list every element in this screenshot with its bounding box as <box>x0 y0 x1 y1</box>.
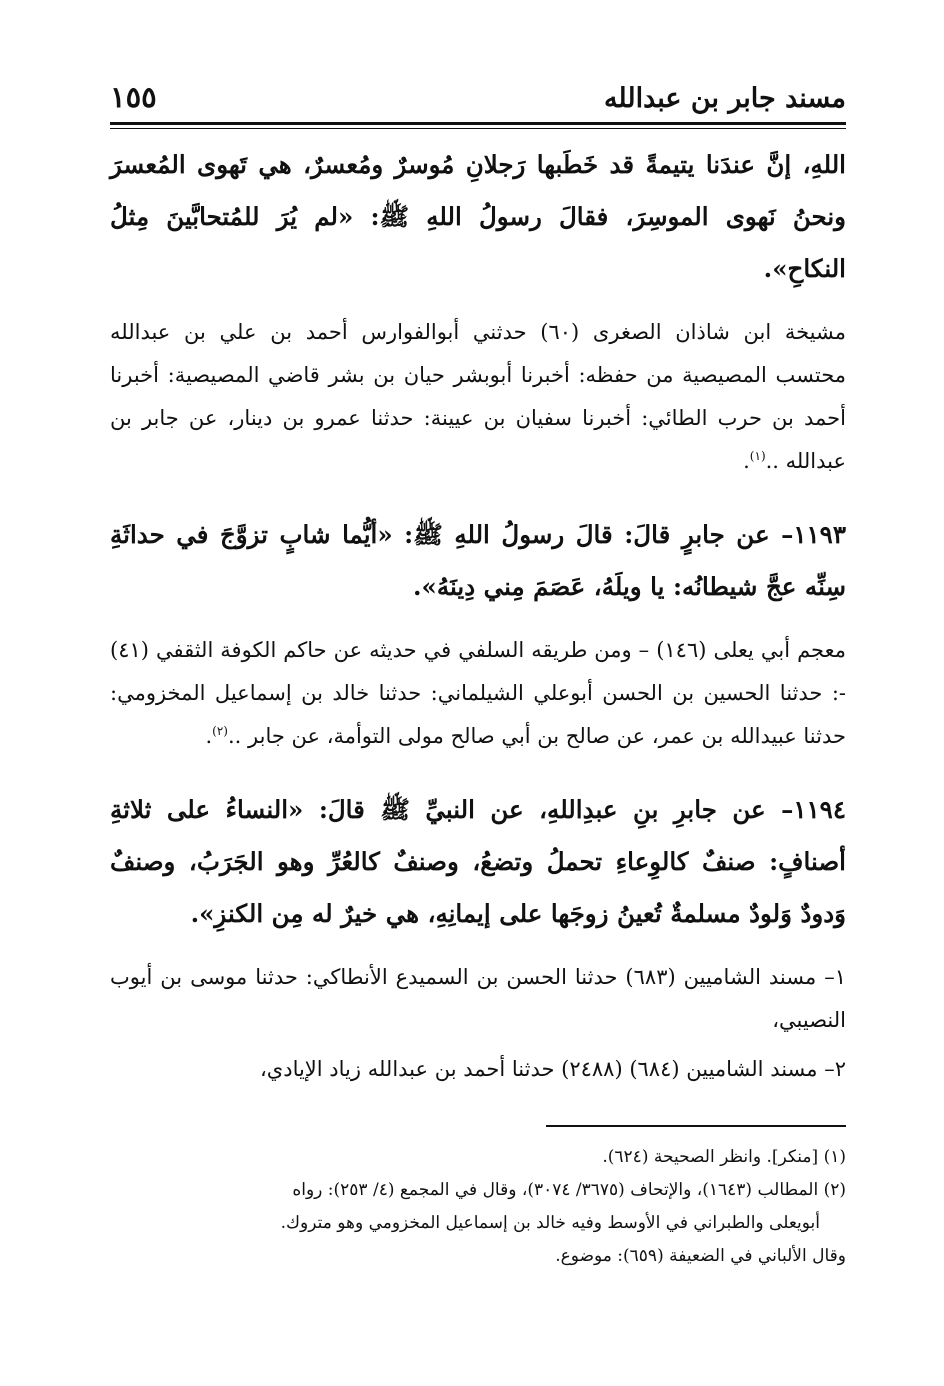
footnote-separator <box>546 1125 846 1127</box>
page-body <box>110 139 846 1091</box>
chain-of-narration: معجم أبي يعلى (١٤٦) – ومن طريقه السلفي في حديثه عن حاكم الكوفة الثقفي (٤١) -: حدثنا الحسين بن الحسن أبوعلي الشيلماني: حدثنا خالد بن إسماعيل المخزومي: حدثنا عبيدالله بن عمر، عن صالح بن أبي صالح مولى التوأمة، عن جابر ..$^{(٢)}$. <box>110 638 846 748</box>
page-header <box>110 0 846 114</box>
hadith-1193: ١١٩٣– عن جابرٍ قالَ: قالَ رسولُ اللهِ ﷺ: «أيُّما شابٍ تزوَّجَ في حداثَةِ سِنِّه عجَّ شيطانُه: يا ويلَهُ، عَصَمَ مِني دِينَهُ». <box>110 520 846 601</box>
source-line-2: ٢– مسند الشاميين (٦٨٤) (٢٤٨٨) حدثنا أحمد بن عبدالله زياد الإيادي، <box>260 1057 846 1081</box>
header-rule <box>110 122 846 125</box>
chain-text: معجم أبي يعلى (١٤٦) – ومن طريقه السلفي في حديثه عن حاكم الكوفة الثقفي (٤١) -: حدثنا الحسين بن الحسن أبوعلي الشيلماني: حدثنا خالد بن إسماعيل المخزومي: حدثنا عبيدالله بن عمر، عن صالح بن أبي صالح مولى التوأمة، عن جابر .. <box>110 638 846 748</box>
hadith-1194: ١١٩٤– عن جابرِ بنِ عبدِاللهِ، عن النبيِّ ﷺ قالَ: «النساءُ على ثلاثةِ أصنافٍ: صنفٌ كالوِعاءِ تحملُ وتضعُ، وصنفٌ كالعُرِّ وهو الجَرَبُ، وصنفٌ وَدودٌ وَلودٌ مسلمةٌ تُعينُ زوجَها على إيمانِهِ، هي خيرٌ له مِن الكنزِ». <box>110 795 846 928</box>
header-rule-thin <box>110 128 846 129</box>
hadith-text-continued: اللهِ، إنَّ عندَنا يتيمةً قد خَطَبها رَجلانِ مُوسرٌ ومُعسرٌ، هي تَهوى المُعسرَ ونحنُ نَهوى الموسِرَ، فقالَ رسولُ اللهِ ﷺ: «لم يُرَ للمُتحابَّينَ مِثلُ النكاحِ». <box>110 150 846 283</box>
chain-of-narration: مشيخة ابن شاذان الصغرى (٦٠) حدثني أبوالفوارس أحمد بن علي بن عبدالله محتسب المصيصية من حفظه: أخبرنا أبوبشر حيان بن بشر قاضي المصيصية: أخبرنا أحمد بن حرب الطائي: أخبرنا سفيان بن عيينة: حدثنا عمرو بن دينار، عن جابر بن عبدالله ..$^{(١)}$. <box>110 320 846 473</box>
running-title: مسند جابر بن عبدالله <box>603 83 846 114</box>
footnote-2-albani: وقال الألباني في الضعيفة (٦٥٩): موضوع. <box>555 1246 846 1266</box>
footnote-2: (٢) المطالب (١٦٤٣)، والإتحاف (٣٦٧٥/ ٣٠٧٤)، وقال في المجمع (٤/ ٢٥٣): رواه <box>292 1180 846 1200</box>
footnote-2-continued: أبويعلى والطبراني في الأوسط وفيه خالد بن إسماعيل المخزومي وهو متروك. <box>280 1213 820 1233</box>
chain-text: مشيخة ابن شاذان الصغرى (٦٠) حدثني أبوالفوارس أحمد بن علي بن عبدالله محتسب المصيصية من حفظه: أخبرنا أبوبشر حيان بن بشر قاضي المصيصية: أخبرنا أحمد بن حرب الطائي: أخبرنا سفيان بن عيينة: حدثنا عمرو بن دينار، عن جابر بن عبدالله .. <box>110 320 846 473</box>
page-number: ١٥٥ <box>110 80 157 114</box>
footnote-1: (١) [منكر]. وانظر الصحيحة (٦٢٤). <box>602 1147 846 1167</box>
source-line-1: ١– مسند الشاميين (٦٨٣) حدثنا الحسن بن السميدع الأنطاكي: حدثنا موسى بن أيوب النصيبي، <box>110 965 846 1032</box>
footnotes <box>110 1141 846 1273</box>
footnote-ref: (١) <box>749 449 766 463</box>
footnote-ref: (٢) <box>212 724 228 738</box>
